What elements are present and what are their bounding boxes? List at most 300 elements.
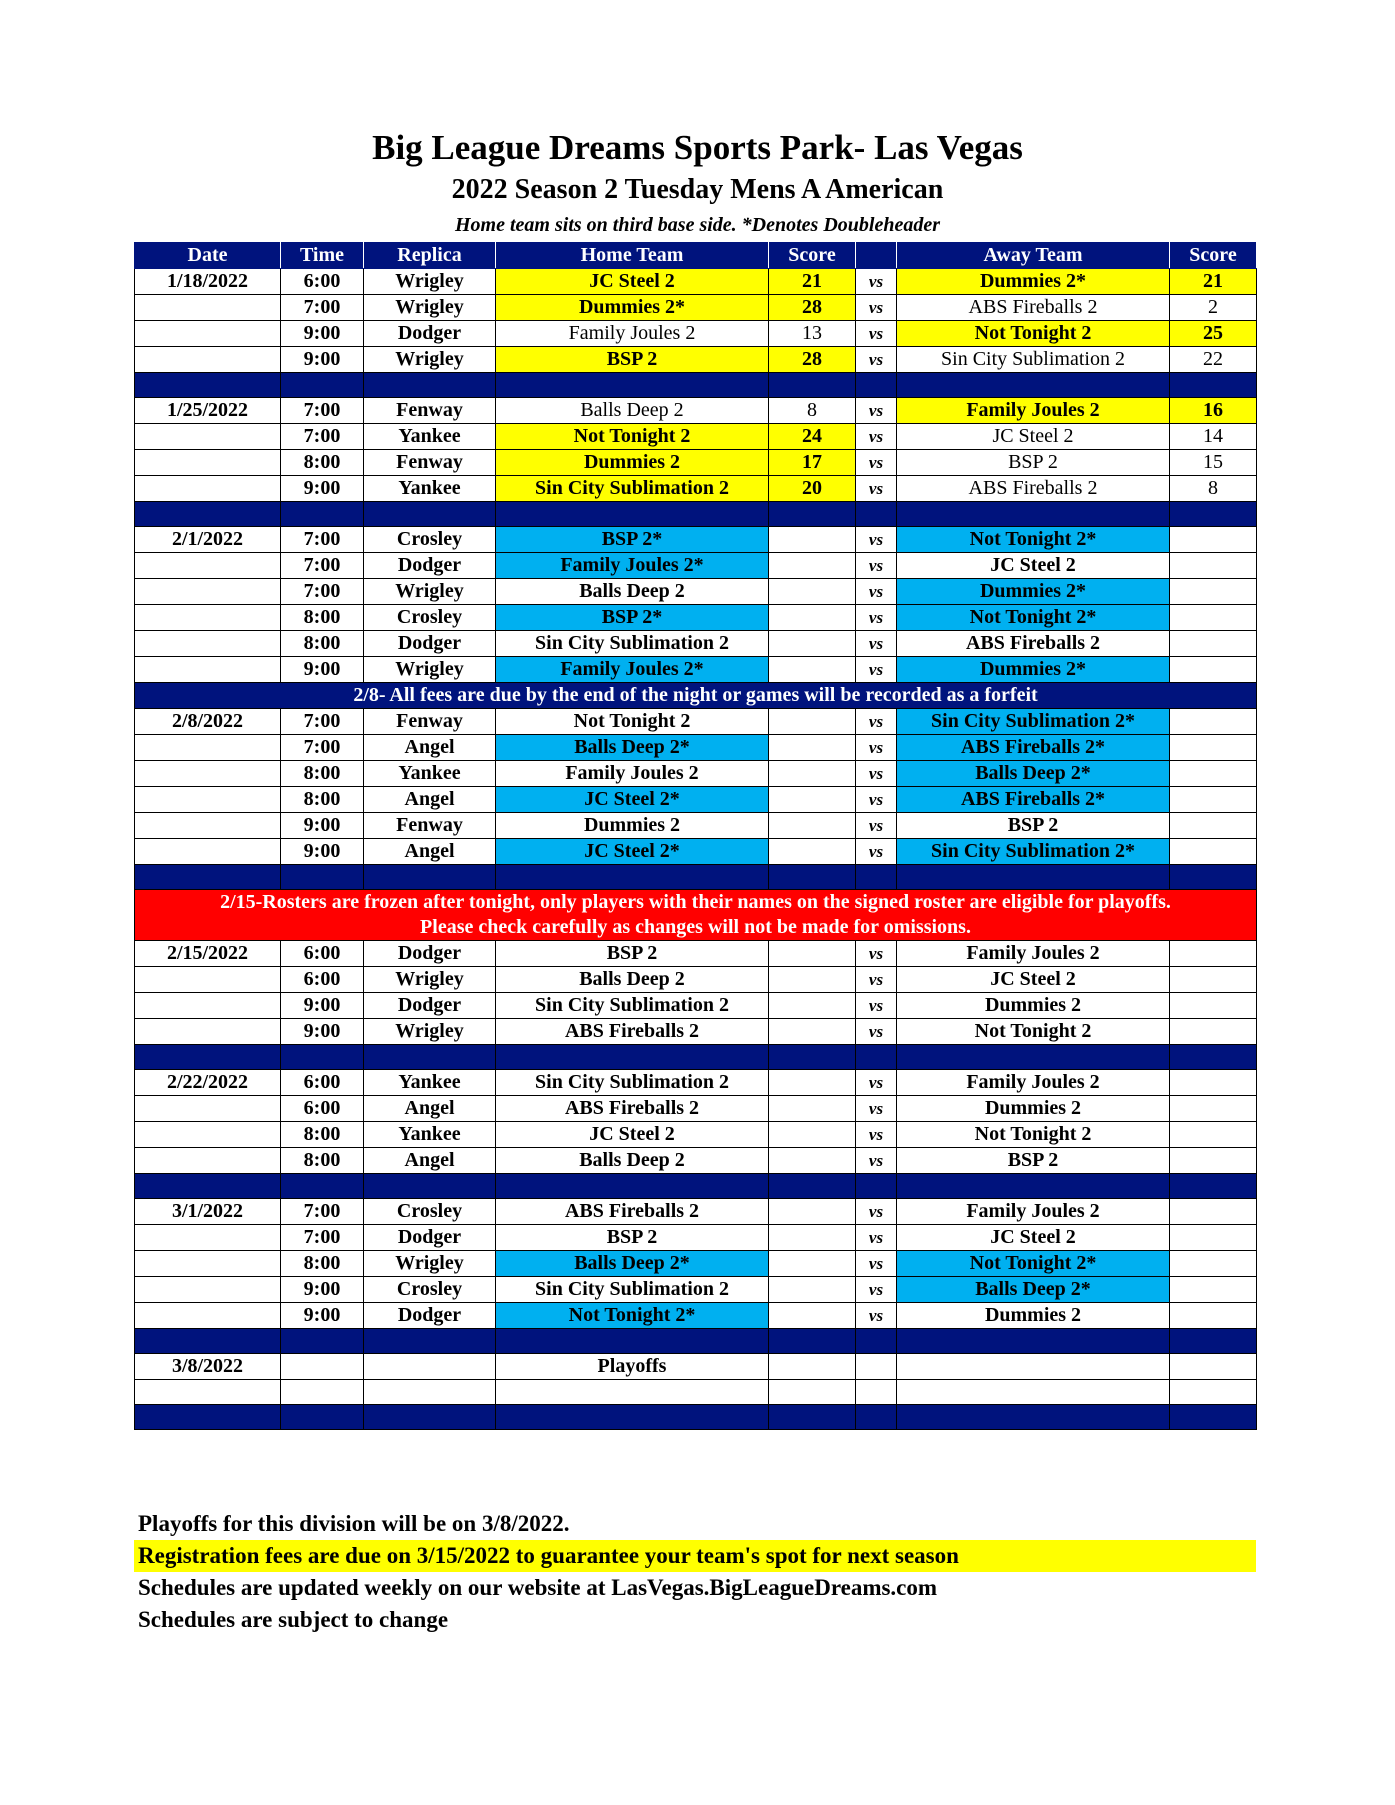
home-team: Balls Deep 2*: [496, 1251, 769, 1277]
game-time: 6:00: [281, 967, 364, 993]
game-row: [135, 1225, 1257, 1251]
game-row: [135, 1277, 1257, 1303]
game-date: [135, 321, 281, 347]
home-team: ABS Fireballs 2: [496, 1199, 769, 1225]
game-row: [135, 1070, 1257, 1096]
home-team: JC Steel 2*: [496, 787, 769, 813]
home-team: Family Joules 2: [496, 761, 769, 787]
game-field: Angel: [364, 1096, 496, 1122]
away-team: ABS Fireballs 2: [897, 295, 1170, 321]
home-score: 8: [769, 398, 856, 424]
home-team: ABS Fireballs 2: [496, 1096, 769, 1122]
empty-cell: [1170, 1380, 1257, 1405]
separator-cell: [897, 865, 1170, 890]
game-row: [135, 1096, 1257, 1122]
game-field: Wrigley: [364, 347, 496, 373]
vs-label: vs: [856, 605, 897, 631]
separator-cell: [135, 1174, 281, 1199]
vs-label: vs: [856, 1277, 897, 1303]
schedule-body: [135, 269, 1257, 1430]
game-time: 7:00: [281, 1225, 364, 1251]
separator-row: [135, 1405, 1257, 1430]
footer-website-note: Schedules are updated weekly on our website at LasVegas.BigLeagueDreams.com: [138, 1575, 938, 1600]
game-row: [135, 321, 1257, 347]
home-team: Dummies 2: [496, 813, 769, 839]
game-field: Wrigley: [364, 657, 496, 683]
separator-cell: [281, 1045, 364, 1070]
separator-row: [135, 1329, 1257, 1354]
vs-label: vs: [856, 735, 897, 761]
separator-cell: [1170, 502, 1257, 527]
home-score: [769, 553, 856, 579]
separator-row: [135, 1045, 1257, 1070]
game-field: Crosley: [364, 1277, 496, 1303]
game-row: [135, 476, 1257, 502]
empty-cell: [135, 1380, 281, 1405]
vs-label: vs: [856, 476, 897, 502]
away-score: [1170, 1096, 1257, 1122]
home-score: [769, 527, 856, 553]
game-time: 8:00: [281, 1122, 364, 1148]
game-field: Yankee: [364, 1070, 496, 1096]
game-date: 3/8/2022: [135, 1354, 281, 1380]
separator-cell: [496, 865, 769, 890]
game-field: Dodger: [364, 1225, 496, 1251]
vs-label: vs: [856, 709, 897, 735]
home-score: [769, 1019, 856, 1045]
game-time: 8:00: [281, 761, 364, 787]
away-score: [1170, 761, 1257, 787]
game-row: [135, 579, 1257, 605]
away-score: [1170, 1225, 1257, 1251]
footer-change-note: Schedules are subject to change: [138, 1607, 449, 1632]
separator-cell: [1170, 1174, 1257, 1199]
game-time: [281, 1354, 364, 1380]
blank-row: [135, 1380, 1257, 1405]
away-score: 21: [1170, 269, 1257, 295]
separator-cell: [364, 865, 496, 890]
game-date: [135, 631, 281, 657]
game-row: [135, 295, 1257, 321]
game-time: 7:00: [281, 709, 364, 735]
separator-cell: [281, 1405, 364, 1430]
home-score: [769, 941, 856, 967]
game-date: [135, 993, 281, 1019]
separator-cell: [364, 1329, 496, 1354]
separator-cell: [769, 1174, 856, 1199]
playoffs-row: [135, 1354, 1257, 1380]
game-row: [135, 1199, 1257, 1225]
game-field: Wrigley: [364, 269, 496, 295]
away-score: 8: [1170, 476, 1257, 502]
away-score: [1170, 1070, 1257, 1096]
home-score: [769, 631, 856, 657]
game-field: Yankee: [364, 424, 496, 450]
fee-notice: 2/8- All fees are due by the end of the night or games will be recorded as a forfeit: [135, 683, 1257, 709]
separator-cell: [135, 502, 281, 527]
game-time: 6:00: [281, 1096, 364, 1122]
game-time: 8:00: [281, 450, 364, 476]
schedule-table: [134, 242, 1257, 1430]
away-team: ABS Fireballs 2: [897, 476, 1170, 502]
game-field: Fenway: [364, 398, 496, 424]
separator-cell: [496, 502, 769, 527]
away-team: Not Tonight 2*: [897, 527, 1170, 553]
home-team: Dummies 2*: [496, 295, 769, 321]
game-field: Crosley: [364, 527, 496, 553]
home-team: BSP 2: [496, 1225, 769, 1251]
game-time: 9:00: [281, 993, 364, 1019]
home-score: [769, 1303, 856, 1329]
separator-cell: [856, 502, 897, 527]
vs-label: vs: [856, 941, 897, 967]
away-score: [1170, 579, 1257, 605]
game-field: Wrigley: [364, 295, 496, 321]
home-score: [769, 709, 856, 735]
separator-cell: [364, 373, 496, 398]
separator-cell: [135, 1405, 281, 1430]
game-row: [135, 527, 1257, 553]
page-subtitle: 2022 Season 2 Tuesday Mens A American: [451, 174, 944, 205]
separator-cell: [769, 865, 856, 890]
empty-cell: [769, 1380, 856, 1405]
away-score: [1170, 527, 1257, 553]
separator-cell: [856, 373, 897, 398]
away-score: [1170, 1148, 1257, 1174]
away-score: [1170, 787, 1257, 813]
game-date: [135, 295, 281, 321]
game-time: 7:00: [281, 295, 364, 321]
away-score: [1170, 1122, 1257, 1148]
game-date: [135, 657, 281, 683]
game-date: [135, 347, 281, 373]
home-score: [769, 605, 856, 631]
home-score: [769, 1070, 856, 1096]
vs-label: vs: [856, 1199, 897, 1225]
empty-cell: [897, 1354, 1170, 1380]
separator-cell: [856, 1045, 897, 1070]
game-date: [135, 1096, 281, 1122]
vs-label: vs: [856, 398, 897, 424]
separator-cell: [281, 1329, 364, 1354]
home-team: BSP 2: [496, 941, 769, 967]
separator-cell: [135, 373, 281, 398]
empty-cell: [856, 1354, 897, 1380]
home-score: [769, 1199, 856, 1225]
home-score: [769, 993, 856, 1019]
separator-cell: [364, 1174, 496, 1199]
separator-cell: [281, 502, 364, 527]
home-team: Dummies 2: [496, 450, 769, 476]
game-row: [135, 269, 1257, 295]
game-field: Angel: [364, 787, 496, 813]
game-row: [135, 761, 1257, 787]
game-date: 2/22/2022: [135, 1070, 281, 1096]
away-team: Dummies 2*: [897, 579, 1170, 605]
away-score: [1170, 941, 1257, 967]
col-header-time: Time: [281, 243, 364, 269]
game-field: Dodger: [364, 993, 496, 1019]
away-score: [1170, 709, 1257, 735]
game-field: Crosley: [364, 605, 496, 631]
game-time: 7:00: [281, 424, 364, 450]
separator-cell: [496, 1405, 769, 1430]
away-team: Sin City Sublimation 2*: [897, 709, 1170, 735]
game-date: [135, 1303, 281, 1329]
home-score: [769, 1122, 856, 1148]
away-score: [1170, 605, 1257, 631]
away-team: Family Joules 2: [897, 941, 1170, 967]
separator-cell: [496, 1329, 769, 1354]
game-date: [135, 1225, 281, 1251]
game-row: [135, 631, 1257, 657]
vs-label: vs: [856, 657, 897, 683]
game-time: 8:00: [281, 1251, 364, 1277]
playoffs-label: Playoffs: [496, 1354, 769, 1380]
separator-cell: [364, 1405, 496, 1430]
home-score: [769, 735, 856, 761]
game-row: [135, 709, 1257, 735]
away-score: 22: [1170, 347, 1257, 373]
game-field: Angel: [364, 1148, 496, 1174]
home-score: [769, 1251, 856, 1277]
game-row: [135, 605, 1257, 631]
away-team: JC Steel 2: [897, 553, 1170, 579]
game-row: [135, 1303, 1257, 1329]
home-team: Sin City Sublimation 2: [496, 993, 769, 1019]
vs-label: vs: [856, 347, 897, 373]
home-score: [769, 657, 856, 683]
separator-cell: [769, 502, 856, 527]
away-team: Dummies 2: [897, 993, 1170, 1019]
game-date: [135, 605, 281, 631]
away-team: Family Joules 2: [897, 1199, 1170, 1225]
home-score: [769, 1096, 856, 1122]
away-team: ABS Fireballs 2*: [897, 787, 1170, 813]
away-team: Not Tonight 2: [897, 1019, 1170, 1045]
col-header-home-team: Home Team: [496, 243, 769, 269]
separator-cell: [897, 1174, 1170, 1199]
separator-row: [135, 1174, 1257, 1199]
game-row: [135, 1122, 1257, 1148]
game-row: [135, 967, 1257, 993]
game-row: [135, 1148, 1257, 1174]
game-field: Wrigley: [364, 1019, 496, 1045]
vs-label: vs: [856, 1019, 897, 1045]
home-team: BSP 2*: [496, 605, 769, 631]
game-row: [135, 813, 1257, 839]
separator-cell: [856, 1329, 897, 1354]
separator-cell: [897, 1329, 1170, 1354]
away-score: [1170, 1199, 1257, 1225]
game-date: [135, 579, 281, 605]
away-score: [1170, 631, 1257, 657]
away-team: JC Steel 2: [897, 1225, 1170, 1251]
game-row: [135, 1251, 1257, 1277]
game-time: 8:00: [281, 605, 364, 631]
separator-cell: [364, 1045, 496, 1070]
vs-label: vs: [856, 761, 897, 787]
roster-notice: [135, 890, 1257, 941]
away-score: 25: [1170, 321, 1257, 347]
game-date: [135, 1277, 281, 1303]
vs-label: vs: [856, 1070, 897, 1096]
home-team: JC Steel 2*: [496, 839, 769, 865]
header-note: Home team sits on third base side. *Denotes Doubleheader: [455, 214, 940, 236]
home-team: Balls Deep 2: [496, 398, 769, 424]
game-row: [135, 839, 1257, 865]
away-team: Not Tonight 2*: [897, 605, 1170, 631]
game-time: 9:00: [281, 321, 364, 347]
vs-label: vs: [856, 295, 897, 321]
vs-label: vs: [856, 787, 897, 813]
page-title: Big League Dreams Sports Park- Las Vegas: [372, 128, 1023, 167]
game-field: Dodger: [364, 1303, 496, 1329]
separator-cell: [135, 865, 281, 890]
game-field: Fenway: [364, 813, 496, 839]
game-row: [135, 424, 1257, 450]
game-field: Dodger: [364, 321, 496, 347]
game-field: Yankee: [364, 1122, 496, 1148]
vs-label: vs: [856, 579, 897, 605]
away-team: ABS Fireballs 2: [897, 631, 1170, 657]
game-row: [135, 787, 1257, 813]
away-score: [1170, 1251, 1257, 1277]
game-field: Fenway: [364, 450, 496, 476]
game-date: [135, 735, 281, 761]
game-row: [135, 993, 1257, 1019]
game-time: 7:00: [281, 1199, 364, 1225]
home-team: Sin City Sublimation 2: [496, 631, 769, 657]
game-time: 7:00: [281, 527, 364, 553]
home-score: [769, 787, 856, 813]
col-header-replica: Replica: [364, 243, 496, 269]
col-header-away-team: Away Team: [897, 243, 1170, 269]
home-team: Sin City Sublimation 2: [496, 1277, 769, 1303]
game-row: [135, 450, 1257, 476]
home-team: Family Joules 2*: [496, 657, 769, 683]
game-date: [135, 1122, 281, 1148]
away-score: 14: [1170, 424, 1257, 450]
game-row: [135, 398, 1257, 424]
home-score: 13: [769, 321, 856, 347]
away-score: 15: [1170, 450, 1257, 476]
col-header-date: Date: [135, 243, 281, 269]
away-score: [1170, 813, 1257, 839]
game-date: [135, 1251, 281, 1277]
away-team: Balls Deep 2*: [897, 1277, 1170, 1303]
separator-cell: [1170, 1329, 1257, 1354]
home-score: [769, 967, 856, 993]
game-row: [135, 657, 1257, 683]
away-team: Not Tonight 2*: [897, 1251, 1170, 1277]
home-score: [769, 1148, 856, 1174]
col-header-home-score: Score: [769, 243, 856, 269]
away-score: [1170, 967, 1257, 993]
game-date: [135, 813, 281, 839]
home-score: [769, 761, 856, 787]
home-score: 21: [769, 269, 856, 295]
home-score: 20: [769, 476, 856, 502]
game-time: 9:00: [281, 1277, 364, 1303]
empty-cell: [769, 1354, 856, 1380]
vs-label: vs: [856, 527, 897, 553]
game-date: 2/15/2022: [135, 941, 281, 967]
notice-row: [135, 683, 1257, 709]
vs-label: vs: [856, 1251, 897, 1277]
away-team: Dummies 2*: [897, 657, 1170, 683]
away-score: [1170, 993, 1257, 1019]
game-field: Angel: [364, 839, 496, 865]
vs-label: vs: [856, 967, 897, 993]
game-date: [135, 1019, 281, 1045]
home-team: Family Joules 2*: [496, 553, 769, 579]
home-team: Not Tonight 2*: [496, 1303, 769, 1329]
game-date: [135, 761, 281, 787]
col-header-vs: [856, 243, 897, 269]
away-score: [1170, 553, 1257, 579]
separator-cell: [769, 1329, 856, 1354]
game-date: 1/25/2022: [135, 398, 281, 424]
game-field: Dodger: [364, 941, 496, 967]
roster-notice-line1: 2/15-Rosters are frozen after tonight, only players with their names on the signed roster are eligible for playoffs.: [220, 891, 1171, 913]
away-team: Dummies 2: [897, 1303, 1170, 1329]
separator-cell: [856, 1405, 897, 1430]
game-date: [135, 476, 281, 502]
home-team: Balls Deep 2: [496, 1148, 769, 1174]
separator-row: [135, 373, 1257, 398]
separator-cell: [1170, 865, 1257, 890]
home-team: Sin City Sublimation 2: [496, 1070, 769, 1096]
home-score: 28: [769, 347, 856, 373]
away-team: Balls Deep 2*: [897, 761, 1170, 787]
game-date: [135, 967, 281, 993]
away-team: JC Steel 2: [897, 967, 1170, 993]
col-header-away-score: Score: [1170, 243, 1257, 269]
separator-cell: [897, 502, 1170, 527]
game-date: [135, 553, 281, 579]
separator-cell: [496, 1045, 769, 1070]
game-time: 7:00: [281, 735, 364, 761]
game-field: [364, 1354, 496, 1380]
away-team: BSP 2: [897, 1148, 1170, 1174]
away-team: Sin City Sublimation 2*: [897, 839, 1170, 865]
home-team: JC Steel 2: [496, 269, 769, 295]
vs-label: vs: [856, 993, 897, 1019]
game-time: 9:00: [281, 1303, 364, 1329]
vs-label: vs: [856, 1303, 897, 1329]
game-time: 9:00: [281, 657, 364, 683]
home-team: Balls Deep 2*: [496, 735, 769, 761]
away-score: [1170, 735, 1257, 761]
vs-label: vs: [856, 424, 897, 450]
game-date: [135, 787, 281, 813]
empty-cell: [281, 1380, 364, 1405]
game-field: Angel: [364, 735, 496, 761]
away-score: [1170, 1277, 1257, 1303]
game-time: 8:00: [281, 631, 364, 657]
game-field: Wrigley: [364, 1251, 496, 1277]
home-team: Sin City Sublimation 2: [496, 476, 769, 502]
home-team: Family Joules 2: [496, 321, 769, 347]
away-team: Not Tonight 2: [897, 1122, 1170, 1148]
home-score: [769, 839, 856, 865]
home-team: Balls Deep 2: [496, 579, 769, 605]
vs-label: vs: [856, 1096, 897, 1122]
game-time: 9:00: [281, 839, 364, 865]
footer-playoffs-note: Playoffs for this division will be on 3/8/2022.: [138, 1511, 570, 1536]
game-field: Crosley: [364, 1199, 496, 1225]
